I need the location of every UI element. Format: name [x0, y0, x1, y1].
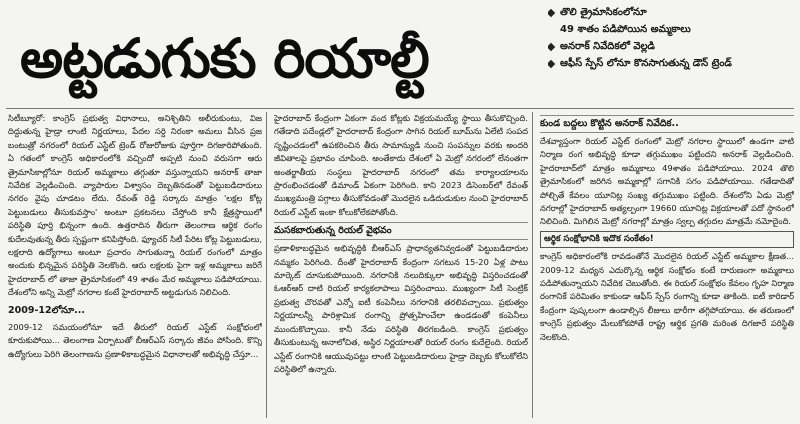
- column-divider: [532, 112, 533, 418]
- subhead-text: తొలి త్రైమాసికంలోనూ: [560, 7, 647, 18]
- diamond-bullet-icon: [548, 42, 555, 50]
- subhead-line: [548, 38, 792, 55]
- headline: అట్టడుగుకు రియాల్టీ: [20, 27, 429, 90]
- article-column-3: [540, 112, 794, 418]
- section-subheading: మసకబారుతున్న రియల్ వైభవం: [274, 222, 528, 240]
- subhead-line: [548, 4, 792, 21]
- article-column-2: [274, 112, 528, 418]
- subhead-text: ఆఫీస్ స్పేస్ లోనూ కొనసాగుతున్న డౌన్ ట్రెండ్: [560, 58, 732, 69]
- article-paragraph: ప్రణాళికాబద్ధమైన అభివృద్ధికి బీఆర్ఎస్ ప్రాధాన్యతనివ్వడంతో పెట్టుబడిదారుల నమ్మకం పెరిగింది. దీంతో హైదరాబాద్ కేంద్రంగా సగటున 15-20 ఏళ్ల పాటు మార్కెట్ దూసుకుపోయింది. నగరానికి నలుదిక్కులా అభివృద్ధి విస్తరించడంతో ఓఆర్ఆర్ దాటి రియల్ కార్యకలాపాలు విస్తరించాయి. ముఖ్యంగా సిటీ సెంట్రిక్ ప్రభుత్వ చొరవతో ఎన్నో ఐటీ కంపెనీలు నగరానికి తరలివచ్చాయి. ప్రభుత్వం నిర్ణయాలన్నీ పారిశ్రామిక రంగాన్ని ప్రోత్సహించేలా ఉండడంతో కంపెనీలు ముందుకొచ్చాయి. కానీ నేడు పరిస్థితి తిరగబడింది. కాంగ్రెస్ ప్రభుత్వం తీసుకుంటున్న అనాలోచిత, అస్థిర నిర్ణయాలతో రియల్ రంగం కుదేలైంది. రియల్ ఎస్టేట్ రంగానికి ఆయువుపట్టు లాంటి పెట్టుబడిదారులు హైడ్రా దెబ్బకు కోలుకోలేని పరిస్థితిలో ఉన్నారు.: [274, 243, 528, 374]
- diamond-bullet-icon: [548, 59, 555, 67]
- subhead-line: [548, 55, 792, 72]
- subheads-box: [548, 4, 792, 108]
- article-paragraph: హైదరాబాద్ కేంద్రంగా ఏకంగా వంద కోట్లకు విక్రయమయ్యే స్థాయి తీసుకొచ్చింది. గతేడాది పదేండ్లలో హైదరాబాద్ కేంద్రంగా సాగిన రియల్ బూమ్‌ను ఏలేటి సంపద సృష్టించడంలో ఉపకరించిన తీరు సామాన్యుడి నుంచి సంపన్నుల వరకు అందరి జీవితాలపై ప్రభావం చూపింది. అంతేకాదు దేశంలో ఏ మెట్రో నగరంలో లేనంతగా అంతర్జాతీయ సంస్థలు హైదరాబాద్ నగరంలో తమ కార్యాలయాలను ప్రారంభించడంతో డిమాండ్ ఏకంగా పెరిగింది. కాని 2023 డిసెంబర్‌లో రేవంత్ ముఖ్యమంత్రి పగ్గాలు తీసుకోవడంతో మొదలైన ఒడిదుడుకుల నుంచి హైదరాబాద్ రియల్ ఎస్టేట్ ఇంకా కోలుకోలేకపోతోంది.: [274, 113, 528, 217]
- subhead-line: [548, 21, 792, 38]
- article-paragraph: కాంగ్రెస్ అధికారంలోకి రావడంతోనే మొదలైన రియల్ ఎస్టేట్ అమ్మకాల క్షీణత... 2009-12 మధ్యన ఎదుర్కొన్న ఆర్థిక సంక్షోభం కంటే దారుణంగా అమ్మకాలు పడిపోతున్నాయని నివేదిక చెబుతోంది. ఈ రియల్ సంక్షోభం కేవలం గృహ నిర్మాణ రంగానికే పరిమితం కాకుండా ఆఫీస్ స్పేస్ రంగాన్ని కూడా తాకింది. ఐటీ కారిడార్ కేంద్రంగా పుష్కలంగా ఉండాల్సిన లీజులు భారీగా తగ్గిపోయాయి. ఈ తరుణంలో కాంగ్రెస్ ప్రభుత్వం మేలుకోకపోతే రాష్ట్ర ఆర్థిక ప్రగతి మరింత దిగజారే పరిస్థితి నెలకొంది.: [540, 251, 794, 342]
- section-subheading: కుండ బద్దలు కొట్టిన అనరాక్ నివేదిక..: [540, 115, 794, 133]
- subhead-text: అనరాక్ నివేదికలో వెల్లడి: [560, 41, 655, 52]
- article-paragraph: దేశవ్యాప్తంగా రియల్ ఎస్టేట్ రంగంలో మెట్రో నగరాల స్థాయిలో ఉండగా వాటి నిర్మాణ రంగ అభివృద్ధి కూడా తగ్గుముఖం పట్టిందని అనరాక్ వెల్లడించింది. హైదరాబాద్‌లో మాత్రం అమ్మకాలు 49శాతం పడిపోయాయి. 2024 తొలి త్రైమాసికంలో జరిగిన అమ్మకాల్లో సగానికి సగం పడిపోయాయి. గతేడాదితో పోల్చితే కేవలం యూనిట్ల సంఖ్య తగ్గుముఖం పట్టింది. దేశంలోని ఏడు మెట్రో నగరాల్లో హైదరాబాద్ అత్యల్పంగా 19660 యూనిట్ల విక్రయాలతో పదో స్థానంలో నిలిచింది. మిగిలిన మెట్రో నగరాల్లో మాత్రం స్వల్ప తగ్గుదల మాత్రమే నమోదైంది.: [540, 136, 794, 227]
- article-column-1: [8, 112, 262, 418]
- column-divider: [266, 112, 267, 418]
- section-subheading: 2009-12లోనూ...: [8, 304, 85, 316]
- diamond-bullet-icon: [548, 8, 555, 16]
- horizontal-divider: [6, 108, 794, 109]
- article-paragraph: 2009-12 సమయంలోనూ ఇదే తీరులో రియల్ ఎస్టేట్ సంక్షోభంలో కూరుకుపోయి... తెలంగాణ ఏర్పాటుతో బీఆర్ఎస్ సర్కారు జీవం పోసింది. కొన్ని ఉద్యోగులు పెరిగి తెలంగాణను ప్రణాళికాబద్ధమైన విధానాలతో అభివృద్ధి చేస్తూ...: [8, 321, 262, 359]
- subhead-text: 49 శాతం పడిపోయిన అమ్మకాలు: [560, 24, 691, 35]
- boxed-subheading: ఆర్థిక సంక్షోభానికి ఇదొక సంకేతం!: [540, 231, 794, 248]
- article-paragraph: సిటీబ్యూరో: కాంగ్రెస్ ప్రభుత్వ విధానాలు, అనిశ్చితిని అలీరుకుంటు, విజ దిద్దుతున్న హైడ్రా లాంటి నిర్ణయాలు, పేదల సర్ది నిరంకా అమలు వీసిన ప్రజ బంటుత్రో నగరంలో రియల్ ఎస్టేట్ ట్రెండ్ రోజురోజుకు పూర్తిగా దిగజారిపోతుంది. ఏ గతంలో కాంగ్రెస్ అధికారంలోకి వచ్చిందో అప్పటి నుంచి వరుసగా ఆరు త్రైమాసికాల్లోనూ రియల్ అమ్మకాలు తగ్గుతూ వస్తున్నాయని అనరాక్ తాజా నివేదిక వెల్లడించింది. వ్యాపారుల విశ్వాసం దెబ్బతినడంతో పెట్టుబడిదారులు నగరం వైపు చూడటం లేదు. రేవంత్ రెడ్డి సర్కారు మాత్రం 'లక్షల కోట్ల పెట్టుబడులు తీసుకువస్తాం' అంటూ ప్రకటనలు చేస్తోంది కానీ క్షేత్రస్థాయిలో పరిస్థితి పూర్తి భిన్నంగా ఉంది. ఉత్తరాదిన తీరుగా తెలంగాణ ఆర్థిక రంగం కుదేలవుతున్న తీరు స్పష్టంగా కనిపిస్తోంది. ఫ్యూచర్ సిటీ పేరిట కోట్ల పెట్టుబడులు, లక్షలాది ఉద్యోగాలు అంటూ ప్రచారం సాగుతున్నా రియల్ రంగంలో మాత్రం అందుకు భిన్నమైన పరిస్థితి నెలకొంది. ఆరు లక్షలకు పైగా ఇళ్ల అమ్మకాలు జరిగే హైదరాబాద్ లో తాజా త్రైమాసికంలో 49 శాతం మేర అమ్మకాలు పడిపోయాయి. దేశంలోని అన్ని మెట్రో నగరాల కంటే హైదరాబాద్ అట్టడుగున నిలిచింది.: [8, 113, 262, 298]
